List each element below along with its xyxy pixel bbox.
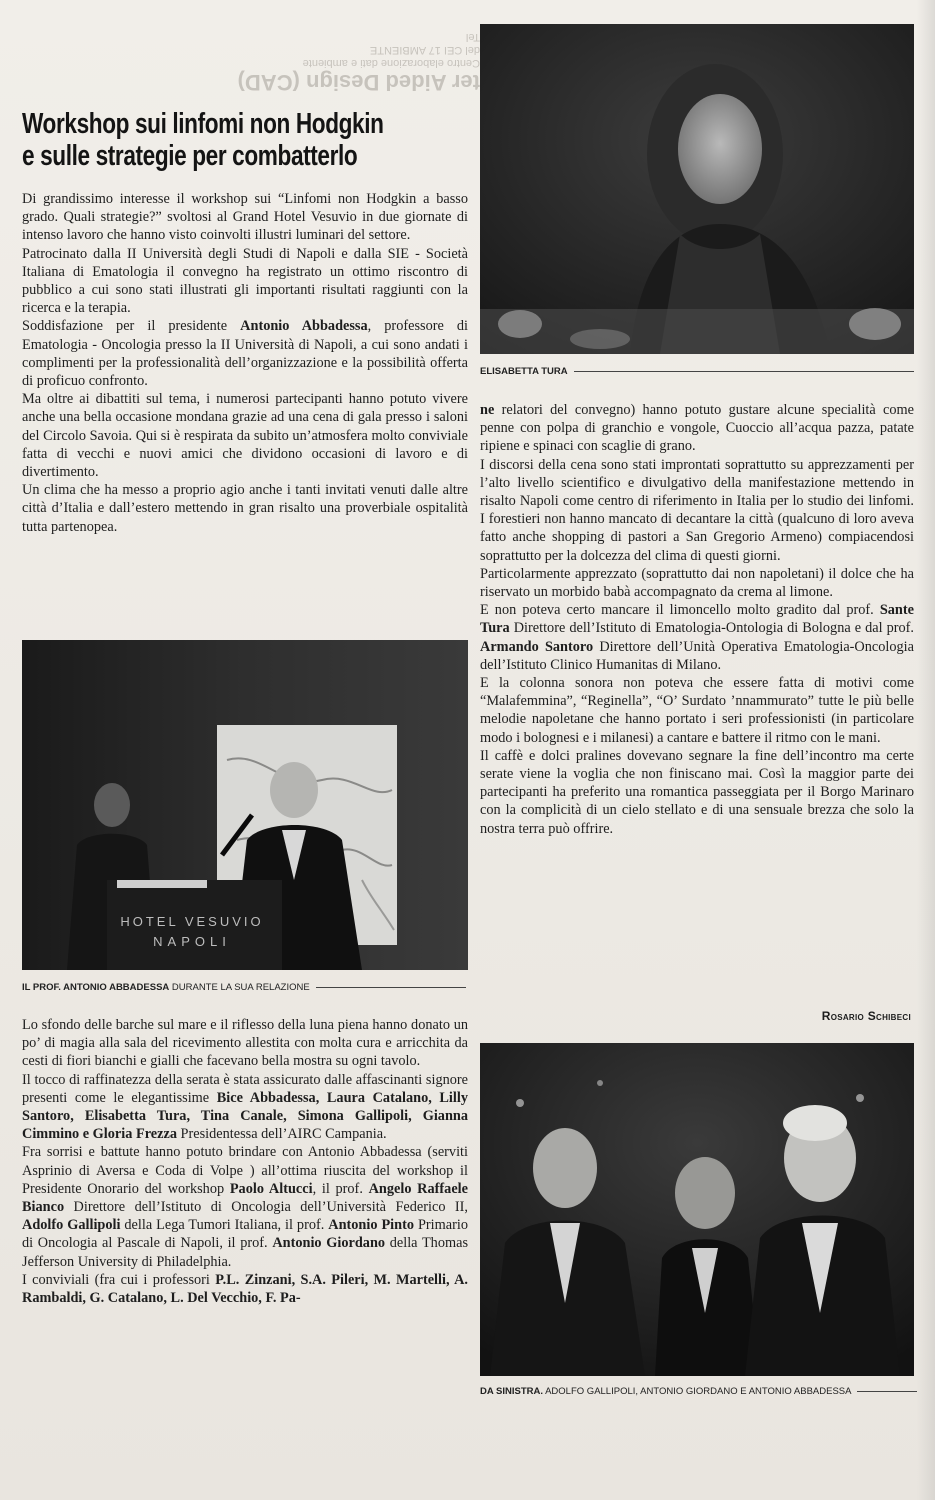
podium-text-line-1: HOTEL VESUVIO	[120, 914, 264, 929]
headline-line-2: e sulle strategie per combatterlo	[22, 140, 358, 172]
text-run: Presidentessa dell’AIRC Campania.	[176, 1126, 387, 1143]
paragraph: Ma oltre ai dibattiti sul tema, i numerosi partecipanti hanno potuto vivere anche una bella occasione mondana grazie ad una cena di gala presso i saloni del Circolo Savoia. Qui si è respirata da subito un’atmosfera molto conviviale fatta di vecchi e nuovi amici che dividono occasioni di lavoro e di divertimento.	[22, 391, 468, 481]
paragraph: Particolarmente apprezzato (soprattutto dai non napoletani) il dolce che ha riservato un morbido babà accompagnato da crema al limone.	[480, 565, 914, 601]
portrait-photo-image	[480, 24, 914, 354]
bleed-line: Centro elaborazione dati e ambiente	[302, 57, 480, 69]
text-run: E non poteva certo mancare il limoncello molto gradito dal prof.	[480, 602, 880, 619]
text-run-bold: ne	[480, 402, 495, 418]
article-column-right	[480, 401, 914, 838]
caption-text-bold: IL PROF. ANTONIO ABBADESSA	[22, 982, 170, 993]
person-names: Bice Abbadessa, Laura Catalano, Lilly Santoro, Elisabetta Tura, Tina Canale, Simona Gallipoli, Gianna Cimmino e Gloria Frezza	[22, 1089, 468, 1143]
text-run: Direttore dell’Istituto di Oncologia dell’Università Federico II,	[64, 1199, 468, 1216]
caption-rule	[857, 1391, 917, 1392]
paragraph: I discorsi della cena sono stati improntati soprattutto su apprezzamenti per l’alto livello scientifico e divulgativo della manifestazione mettendo in risalto Napoli come centro di riferimento in Italia per lo studio dei linfomi. I forestieri non hanno mancato di decantare la città (qualcuno di loro aveva fatto anche shopping di pastori a San Gregorio Armeno) compiacendosi soprattutto per la dolcezza del clima di questi giorni.	[480, 456, 914, 564]
article-headline	[22, 108, 384, 172]
article-byline: Rosario Schibeci	[821, 1009, 911, 1023]
person-name: Paolo Altucci	[229, 1180, 313, 1197]
caption-text: ADOLFO GALLIPOLI, ANTONIO GIORDANO E ANTONIO ABBADESSA	[542, 1386, 852, 1397]
photo-caption-abbadessa	[22, 982, 466, 994]
article-column-left-bottom	[22, 1016, 468, 1307]
person-name: Antonio Pinto	[328, 1217, 415, 1234]
paragraph	[22, 317, 468, 390]
bleed-through-text	[40, 0, 480, 95]
paragraph	[22, 1143, 468, 1270]
caption-text: DURANTE LA SUA RELAZIONE	[169, 982, 310, 993]
text-run: Soddisfazione per il presidente	[22, 318, 241, 335]
person-name: Sante Tura	[480, 602, 914, 637]
text-run: , il prof.	[312, 1180, 369, 1197]
bleed-line: Tel	[465, 31, 480, 43]
caption-rule	[316, 987, 466, 988]
paragraph	[480, 601, 914, 674]
paragraph: Un clima che ha messo a proprio agio anche i tanti invitati venuti dalle altre città d’Italia e dall’estero mettendo in gran risalto una proverbiale ospitalità tutta partenopea.	[22, 482, 468, 535]
photo-elisabetta-tura	[480, 24, 914, 354]
text-run: Direttore dell’Unità Operativa Ematologia-Oncologia dell’Istituto Clinico Humanitas di Milano.	[480, 638, 914, 673]
paragraph: Di grandissimo interesse il workshop sui “Linfomi non Hodgkin a basso grado. Quali strategie?” svoltosi al Grand Hotel Vesuvio in due giornate di intenso lavoro che hanno visto coinvolti illustri luminari del settore.	[22, 191, 468, 244]
paragraph: Patrocinato dalla II Università degli Studi di Napoli e dalla SIE - Società Italiana di Ematologia il convegno ha registrato un ottimo riscontro di pubblico a cui sono stati illustrati gli importanti risultati raggiunti con la ricerca e la terapia.	[22, 245, 468, 317]
photo-caption-elisabetta	[480, 366, 914, 378]
bleed-line: del CEI 17 AMBIENTE	[369, 44, 480, 56]
person-name: Antonio Giordano	[272, 1235, 386, 1252]
caption-rule	[574, 371, 914, 372]
caption-text: ELISABETTA TURA	[480, 366, 568, 377]
paragraph: Lo sfondo delle barche sul mare e il riflesso della luna piena hanno donato un po’ di magia alla sala del ricevimento allestita con molta cura e arricchita da cesti di fiori bianchi e gialli che facevano bella mostra su ogni tavolo.	[22, 1017, 468, 1070]
paragraph	[480, 401, 914, 456]
person-name: Antonio Abbadessa	[240, 318, 368, 335]
photo-abbadessa-podium	[22, 640, 468, 970]
article-column-left-top	[22, 190, 468, 536]
group-photo-image	[480, 1043, 914, 1376]
podium-photo-image	[22, 640, 468, 970]
bleed-line: ter Aided Design (CAD)	[237, 70, 480, 95]
paragraph: E la colonna sonora non poteva che essere fatta di motivi come “Malafemmina”, “Reginella”, “O’ Surdato ’nnammurato” tutte le più belle melodie napoletane che hanno portato i seri professionisti (in particolare modo i bolognesi e i milanesi) a cantare e battere il ritmo con le mani.	[480, 675, 914, 746]
text-run: Fra sorrisi e battute hanno potuto brindare con Antonio Abbadessa (serviti Asprinio di Aversa e Coda di Volpe ) all’ottima riuscita del workshop il Presidente Onorario del workshop	[22, 1144, 468, 1197]
text-run: Direttore dell’Istituto di Ematologia-Ontologia di Bologna e dal prof.	[509, 620, 914, 637]
person-name: Adolfo Gallipoli	[22, 1217, 121, 1234]
text-run: Primario di Oncologia al Pascale di Napoli, il prof.	[22, 1217, 468, 1252]
person-name: Angelo Raffaele Bianco	[22, 1180, 468, 1216]
podium-text-line-2: NAPOLI	[153, 934, 231, 949]
person-names: P.L. Zinzani, S.A. Pileri, M. Martelli, A. Rambaldi, G. Catalano, L. Del Vecchio, F. Pa-	[22, 1271, 469, 1307]
headline-line-1: Workshop sui linfomi non Hodgkin	[22, 108, 384, 140]
text-run: Il tocco di raffinatezza della serata è stata assicurato dalle affascinanti signore presenti come le elegantissime	[22, 1071, 468, 1106]
page-edge-shadow	[917, 0, 935, 1500]
paragraph: Il caffè e dolci pralines dovevano segnare la fine dell’incontro ma certe serate viene la voglia che non finiscano mai. Così la maggior parte dei partecipanti ha preferito una romantica passeggiata per il Borgo Marinaro con la complicità di un cielo stellato e di una sensuale brezza che solo la nostra terra può offrire.	[480, 747, 914, 837]
text-run: della Lega Tumori Italiana, il prof.	[120, 1217, 329, 1234]
photo-caption-group	[480, 1386, 917, 1398]
photo-three-guests	[480, 1043, 914, 1376]
caption-text-bold: DA SINISTRA.	[480, 1386, 543, 1397]
text-run: relatori del convegno) hanno potuto gustare alcune specialità come penne con polpa di granchio e vongole, Cuoccio all’acqua pazza, patate ripiene e spinaci con scaglie di grano.	[480, 402, 914, 455]
paragraph	[22, 1271, 468, 1307]
text-run: , professore di Ematologia - Oncologia presso la II Università di Napoli, a cui sono andati i complimenti per la professionalità dell’organizzazione e la possibilità offerta di proficuo confronto.	[22, 318, 469, 390]
text-run: della Thomas Jefferson University di Philadelphia.	[22, 1235, 469, 1270]
person-name: Armando Santoro	[480, 638, 594, 655]
text-run: I conviviali (fra cui i professori	[22, 1271, 216, 1288]
paragraph	[22, 1071, 468, 1144]
